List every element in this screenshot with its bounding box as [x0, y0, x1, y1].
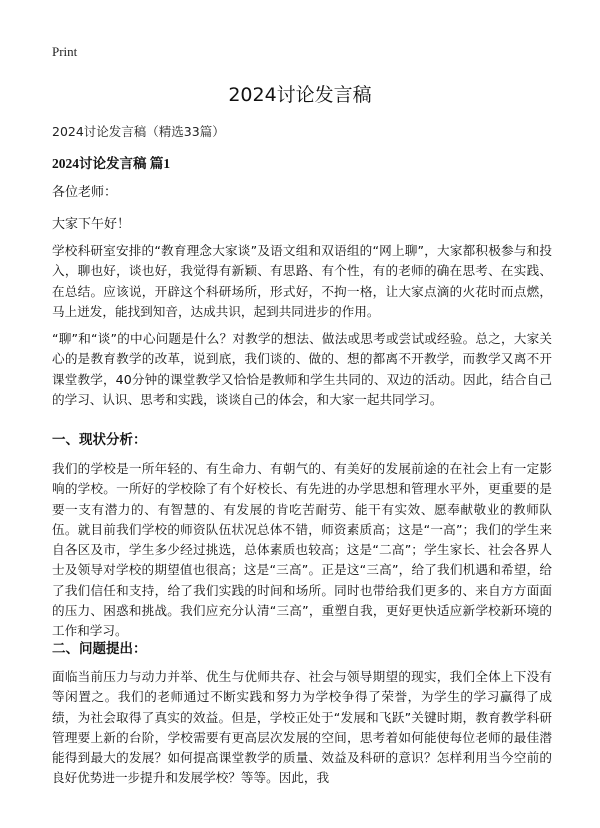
- paragraph-1: 学校科研室安排的“教育理念大家谈”及语文组和双语组的“网上聊”，大家都积极参与和投入，聊也好，谈也好，我觉得有新颖、有思路、有个性，有的老师的确在思考、在实践、在总结。应该说，开辟这个科研场所，形式好，不拘一格，让大家点滴的火花时而点燃，马上迸发，能找到知音，达成共识，起到共同进步的作用。: [52, 243, 552, 319]
- greeting: 各位老师：: [52, 185, 118, 200]
- paragraph-3: 我们的学校是一所年轻的、有生命力、有朝气的、有美好的发展前途的在社会上有一定影响的学校。一所好的学校除了有个好校长、有先进的办学思想和管理水平外，更重要的是要一支有潜力的、有智慧的、有发展的肯吃苦耐劳、能干有实效、愿奉献敬业的教师队伍。就目前我们学校的师资队伍状况总体不错，师资素质高；这是“一高”；我们的学生来自各区及市，学生多少经过挑选，总体素质也较高；这是“二高”；学生家长、社会各界人士及领导对学校的期望值也很高；这是“三高”。正是这“三高”，给了我们机遇和希望，给了我们信任和支持，给了我们实践的时间和场所。同时也带给我们更多的、来自方方面面的压力、困惑和挑战。我们应充分认清“三高”，重塑自我，更好更快适应新学校新环境的工作和学习。: [52, 461, 552, 639]
- print-link[interactable]: Print: [52, 44, 78, 59]
- document-title: 2024讨论发言稿: [228, 84, 372, 106]
- paragraph-4: 面临当前压力与动力并举、优生与优师共存、社会与领导期望的现实，我们全体上下没有等闲置之。我们的老师通过不断实践和努力为学校争得了荣誉，为学生的学习赢得了成绩，为社会取得了真实的效益。但是，学校正处于“发展和飞跃”关键时期，教育教学科研管理要上新的台阶，学校需要有更高层次发展的空间，思考着如何能使每位老师的最佳潜能得到最大的发展？如何提高课堂教学的质量、效益及科研的意识？怎样利用当今空前的良好优势进一步提升和发展学校？等等。因此，我: [52, 669, 552, 786]
- salutation: 大家下午好！: [52, 217, 131, 232]
- heading-problem-statement: 二、问题提出：: [52, 641, 147, 657]
- heading-status-analysis: 一、现状分析：: [52, 432, 147, 448]
- paragraph-2: “聊”和“谈”的中心问题是什么？对教学的想法、做法或思考或尝试或经验。总之，大家关心的是教育教学的改革，说到底，我们谈的、做的、想的都离不开教学，而教学又离不开课堂教学，40分钟的课堂教学又恰恰是教师和学生共同的、双边的活动。因此，结合自己的学习、认识、思考和实践，谈谈自己的体会，和大家一起共同学习。: [52, 331, 552, 407]
- document-subtitle: 2024讨论发言稿（精选33篇）: [52, 124, 225, 139]
- section-title: 2024讨论发言稿 篇1: [52, 156, 171, 171]
